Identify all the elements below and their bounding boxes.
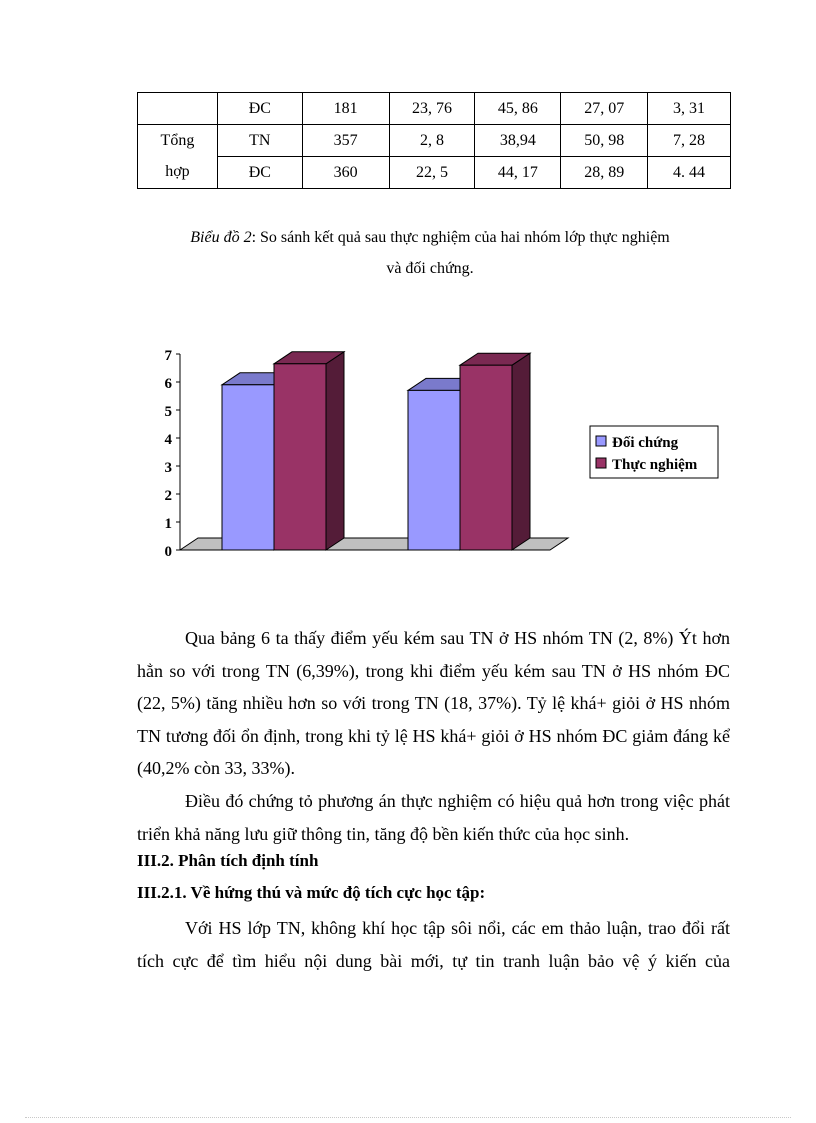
- table-cell: 360: [302, 157, 389, 189]
- paragraph-2: Điều đó chứng tỏ phương án thực nghiệm có hiệu quả hơn trong việc phát triển khả năng lưu giữ thông tin, tăng độ bền kiến thức của học sinh.: [137, 791, 730, 844]
- bar: [222, 385, 274, 550]
- y-tick-label: 3: [164, 460, 172, 476]
- table-row: [138, 93, 731, 125]
- paragraph-3: Với HS lớp TN, không khí học tập sôi nổi, các em thảo luận, trao đổi rất tích cực để tìm hiểu nội dung bài mới, tự tin tranh luận bảo vệ ý kiến của: [137, 918, 730, 971]
- table-cell: Tổng: [138, 125, 218, 157]
- table-cell: ĐC: [217, 157, 302, 189]
- legend-label: Đối chứng: [612, 435, 679, 451]
- y-tick-label: 0: [164, 544, 172, 560]
- table-cell: 22, 5: [389, 157, 475, 189]
- bar-side: [326, 352, 344, 550]
- y-tick-label: 2: [164, 488, 172, 504]
- table-cell: 7, 28: [648, 125, 731, 157]
- table-cell: 38,94: [475, 125, 561, 157]
- table-row: [138, 157, 731, 189]
- chart-caption: [130, 228, 730, 247]
- comparison-bar-chart: [150, 336, 740, 566]
- table-cell: hợp: [138, 157, 218, 189]
- legend-swatch: [596, 458, 606, 468]
- y-tick-label: 1: [164, 516, 172, 532]
- legend-label: Thực nghiệm: [612, 457, 698, 473]
- table-cell: ĐC: [217, 93, 302, 125]
- chart-caption-line2: và đối chứng.: [386, 260, 474, 277]
- paragraph-1: Qua bảng 6 ta thấy điểm yếu kém sau TN ở HS nhóm TN (2, 8%) Ýt hơn hẳn so với trong TN (6,39%), trong khi điểm yếu kém sau TN ở HS nhóm ĐC (22, 5%) tăng nhiều hơn so với trong TN (18, 37%). Tỷ lệ khá+ giỏi ở HS nhóm TN tương đối ổn định, trong khi tỷ lệ HS khá+ giỏi ở HS nhóm ĐC giảm đáng kể (40,2% còn 33, 33%).: [137, 628, 730, 778]
- y-tick-label: 6: [164, 376, 172, 392]
- caption-label: Biểu đồ 2: [190, 229, 252, 246]
- table-cell: 4. 44: [648, 157, 731, 189]
- bar-side: [512, 353, 530, 550]
- results-table: [137, 92, 731, 189]
- bar: [274, 364, 326, 550]
- bar: [408, 390, 460, 550]
- table-cell: 27, 07: [561, 93, 648, 125]
- table-cell: 2, 8: [389, 125, 475, 157]
- footer-divider: [25, 1117, 791, 1118]
- table-cell: 44, 17: [475, 157, 561, 189]
- table-cell: 23, 76: [389, 93, 475, 125]
- table-cell: 181: [302, 93, 389, 125]
- table-row: [138, 125, 731, 157]
- heading-qualitative-analysis: III.2. Phân tích định tính: [137, 851, 319, 870]
- caption-line1: : So sánh kết quả sau thực nghiệm của hai nhóm lớp thực nghiệm: [251, 229, 670, 246]
- bar: [460, 365, 512, 550]
- y-tick-label: 4: [164, 432, 172, 448]
- y-tick-label: 5: [164, 404, 172, 420]
- table-cell: 357: [302, 125, 389, 157]
- table-cell: [138, 93, 218, 125]
- heading-interest: III.2.1. Về hứng thú và mức độ tích cực học tập:: [137, 883, 486, 902]
- table-cell: TN: [217, 125, 302, 157]
- legend-swatch: [596, 436, 606, 446]
- table-cell: 50, 98: [561, 125, 648, 157]
- table-body: [138, 93, 731, 189]
- table-cell: 28, 89: [561, 157, 648, 189]
- y-tick-label: 7: [164, 348, 172, 364]
- table-cell: 45, 86: [475, 93, 561, 125]
- table-cell: 3, 31: [648, 93, 731, 125]
